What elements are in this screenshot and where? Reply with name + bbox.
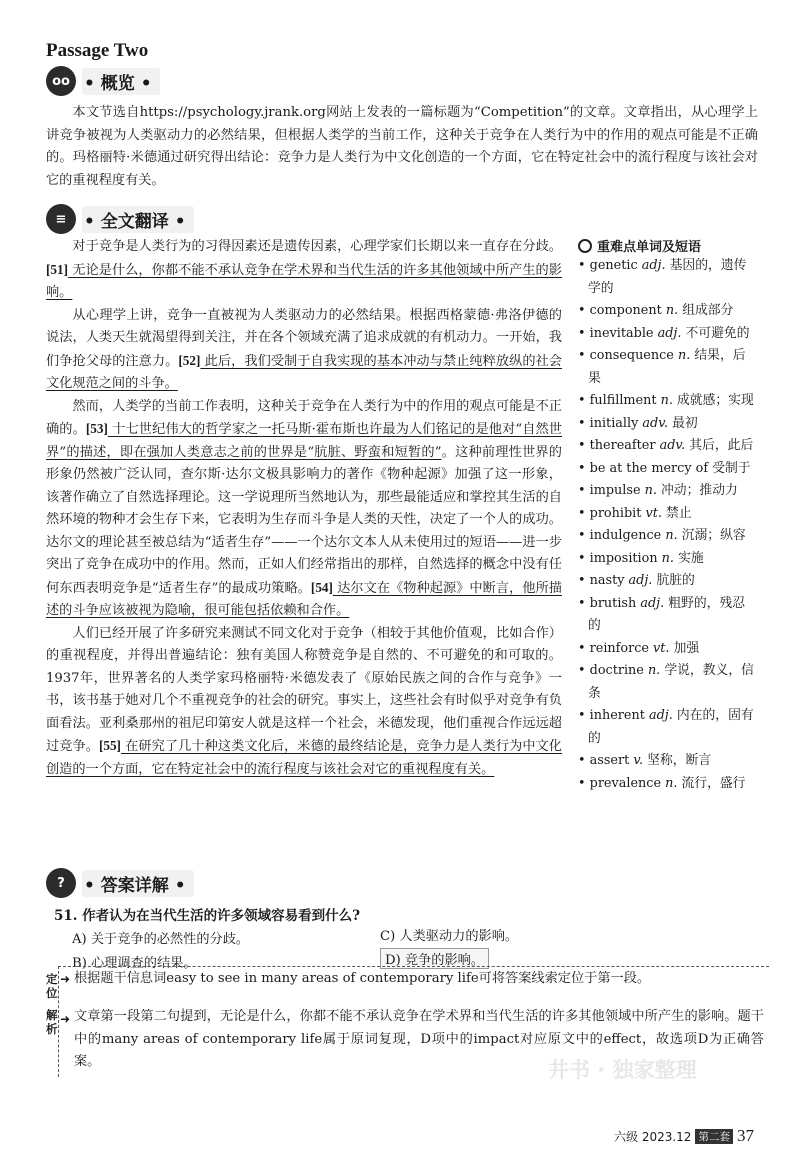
vocab-pos: vt. [653,640,670,656]
vocab-item [578,323,756,346]
arrow-right-icon: ➜ [60,972,71,986]
vocab-item [578,705,756,750]
vocab-meaning: 最初 [672,415,698,431]
vocab-word: reinforce [589,640,649,656]
option-a: A) 关于竞争的必然性的分歧。 [72,932,250,947]
vocab-word: consequence [589,348,674,363]
vocab-word: inherent [589,708,645,723]
vocab-list [578,255,756,795]
overview-text: 本文节选自https://psychology.jrank.org网站上发表的一篇标题为“Competition”的文章。文章指出，从心理学上讲竞争被视为人类驱动力的必然结果，但根据人类学的当前工作，这种关于竞争在人类行为中的作用的观点可能是不正确的。玛格丽特·米德通过研究得出结论：竞争力是人类行为中文化创造的一个方面，它在特定社会中的流行程度与该社会对它的重视程度有关。 [46,105,758,188]
vocab-word: prohibit [589,505,642,521]
vocab-pos: adj. [628,573,653,588]
vocab-item [578,435,756,458]
target-icon [578,239,592,253]
vocab-word: doctrine [589,663,644,678]
answers-label: • 答案详解 • [82,870,194,897]
vocab-item [578,345,756,390]
explain-tag: 解析 [46,1008,58,1036]
vocab-item [578,300,756,323]
vocab-word: nasty [589,573,625,588]
vocab-item [578,548,756,571]
vocab-meaning: 内在的，固有的 [588,708,754,746]
translation-header [46,204,194,234]
translation-paragraph-1: 对于竞争是人类行为的习得因素还是遗传因素，心理学家们长期以来一直存在分歧。[51] 无论是什么，你都不能不承认竞争在学术界和当代生活的许多其他领域中所产生的影响。 [46,239,562,300]
option-c: C) 人类驱动力的影响。 [380,929,519,944]
issue-badge: 第二套 [695,1129,733,1144]
vocab-meaning: 基因的，遗传学的 [588,258,747,296]
vocab-pos: adj. [648,708,673,723]
option-b: B) 心理调查的结果。 [72,956,197,971]
vocab-meaning: 结果，后果 [588,348,746,386]
document-icon: ≡ [46,204,76,234]
vocab-pos: adj. [640,595,665,611]
vocab-meaning: 受制于 [712,460,751,476]
vocab-meaning: 实施 [678,550,704,566]
vocab-meaning: 学说，教义，信条 [588,663,754,701]
vocab-item [578,773,756,796]
vocab-pos: v. [633,753,644,768]
vocab-item [578,413,756,436]
vocab-word: initially [589,415,639,431]
vocab-item [578,480,756,503]
overview-label: • 概览 • [82,68,160,95]
vocab-pos: n. [644,483,657,498]
vocab-word: impulse [589,483,641,498]
vocab-pos: n. [665,775,678,791]
vocab-sidebar [578,236,756,795]
vocab-pos: n. [665,528,678,543]
vocab-meaning: 禁止 [666,505,692,521]
vocab-title: 重难点单词及短语 [578,236,756,255]
vocab-pos: n. [647,663,661,678]
lightbulb-icon: ? [46,868,76,898]
footer-label: 六级 2023.12 [614,1129,692,1144]
locate-text: 根据题干信息词easy to see in many areas of contemporary life可将答案线索定位于第一段。 [74,971,651,986]
vocab-pos: adj. [641,258,666,273]
vocab-item [578,570,756,593]
vocab-meaning: 肮脏的 [656,573,695,588]
vocab-item [578,525,756,548]
vocab-pos: vt. [645,505,662,521]
vocab-pos: n. [665,303,679,318]
explain-text: 文章第一段第二句提到，无论是什么，你都不能不承认竞争在学术界和当代生活的许多其他领域中所产生的影响。题干中的many areas of contemporary life属于原词复现，D项中的impact对应原文中的effect，故选项D为正确答案。 [74,1009,764,1069]
vocab-meaning: 成就感；实现 [676,393,754,408]
vocab-pos: adv. [659,438,686,453]
vocab-pos: n. [677,348,691,363]
vocab-meaning: 其后，此后 [689,438,754,453]
vocab-pos: n. [660,393,673,408]
overview-header [46,66,160,96]
vocab-pos: n. [661,550,674,566]
vocab-word: component [589,303,662,318]
vocab-item [578,660,756,705]
vocab-word: assert [589,753,630,768]
translation-paragraph-3: 然而，人类学的当前工作表明，这种关于竞争在人类行为中的作用的观点可能是不正确的。[53] 十七世纪伟大的哲学家之一托马斯·霍布斯也许最为人们铭记的是他对“自然世界”的描述，即在强加人类意志之前的世界是“肮脏、野蛮和短暂的”。这种前理性世界的形象仍然被广泛认同，查尔斯·达尔文极具影响力的著作《物种起源》加强了这一形象，该著作确立了自然选择理论。这一学说理所当然地认为，那些最能适应和掌控其生活的自然环境的物种才会生存下来，它表明为生存而斗争是人类的天性，决定了一个人的成功。达尔文的理论甚至被总结为“适者生存”——一个达尔文本人从未使用过的短语——进一步突出了竞争在成功中的作用。然而，正如人们经常指出的那样，自然选择的概念中没有任何东西表明竞争是“适者生存”的最成功策略。[54] 达尔文在《物种起源》中断言，他所描述的斗争应该被视为隐喻，很可能包括依赖和合作。 [46,398,562,618]
translation-paragraph-4: 人们已经开展了许多研究来测试不同文化对于竞争（相较于其他价值观，比如合作）的重视程度，并得出普遍结论：独有美国人称赞竞争是自然的、不可避免的和可取的。1937年，世界著名的人类学家玛格丽特·米德发表了《原始民族之间的合作与竞争》一书，该书基于她对几个不重视竞争的社会的研究。事实上，这些社会有时似乎对竞争有负面看法。亚利桑那州的祖尼印第安人就是这样一个社会，米德发现，他们重视合作远远超过竞争。[55] 在研究了几十种这类文化后，米德的最终结论是，竞争力是人类行为中文化创造的一个方面，它在特定社会中的流行程度与该社会对它的重视程度有关。 [46,625,562,777]
translation-paragraph-2: 从心理学上讲，竞争一直被视为人类驱动力的必然结果。根据西格蒙德·弗洛伊德的说法，人类天生就渴望得到关注，并在各个领域充满了追求成就的有机动力。一开始，我们争抢父母的注意力。[52] 此后，我们受制于自我实现的基本冲动与禁止纯粹放纵的社会文化规范之间的斗争。 [46,307,562,391]
vocab-meaning: 坚称，断言 [647,753,712,768]
vocab-word: thereafter [589,438,656,453]
passage-title: Passage Two [46,40,149,61]
vocab-word: fulfillment [589,393,657,408]
vocab-pos: adv. [642,415,669,431]
vocab-item [578,458,756,481]
vocab-item [578,255,756,300]
translation-body [46,236,562,781]
page-number: 37 [736,1126,754,1145]
arrow-right-icon: ➜ [60,1012,71,1026]
vocab-meaning: 组成部分 [682,303,734,318]
vocab-meaning: 粗野的，残忍的 [588,595,746,633]
vocab-meaning: 流行，盛行 [681,775,746,791]
locate-tag: 定位 [46,972,58,1000]
vocab-item [578,593,756,638]
vocab-word: inevitable [589,325,654,341]
vocab-meaning: 沉溺；纵容 [681,528,746,543]
vocab-item [578,503,756,526]
vocab-item [578,750,756,773]
question-text: 51. 作者认为在当代生活的许多领域容易看到什么? [54,908,361,924]
vocab-word: genetic [589,258,638,273]
vocab-word: be at the mercy of [589,460,709,476]
vocab-word: prevalence [589,775,662,791]
option-d: D) 竞争的影响。 [380,948,489,969]
vocab-pos: adj. [657,325,682,341]
vocab-item [578,390,756,413]
watermark: 井书 · 独家整理 [548,1058,697,1082]
vocab-meaning: 加强 [673,640,700,656]
vocab-word: indulgence [589,528,662,543]
vocab-meaning: 不可避免的 [685,325,750,341]
answers-header [46,868,194,898]
glasses-icon: oo [46,66,76,96]
vocab-item [578,638,756,661]
vocab-meaning: 冲动；推动力 [661,483,738,498]
vocab-word: imposition [589,550,658,566]
translation-label: • 全文翻译 • [82,206,194,233]
vocab-word: brutish [589,595,637,611]
page-footer [614,1126,754,1146]
